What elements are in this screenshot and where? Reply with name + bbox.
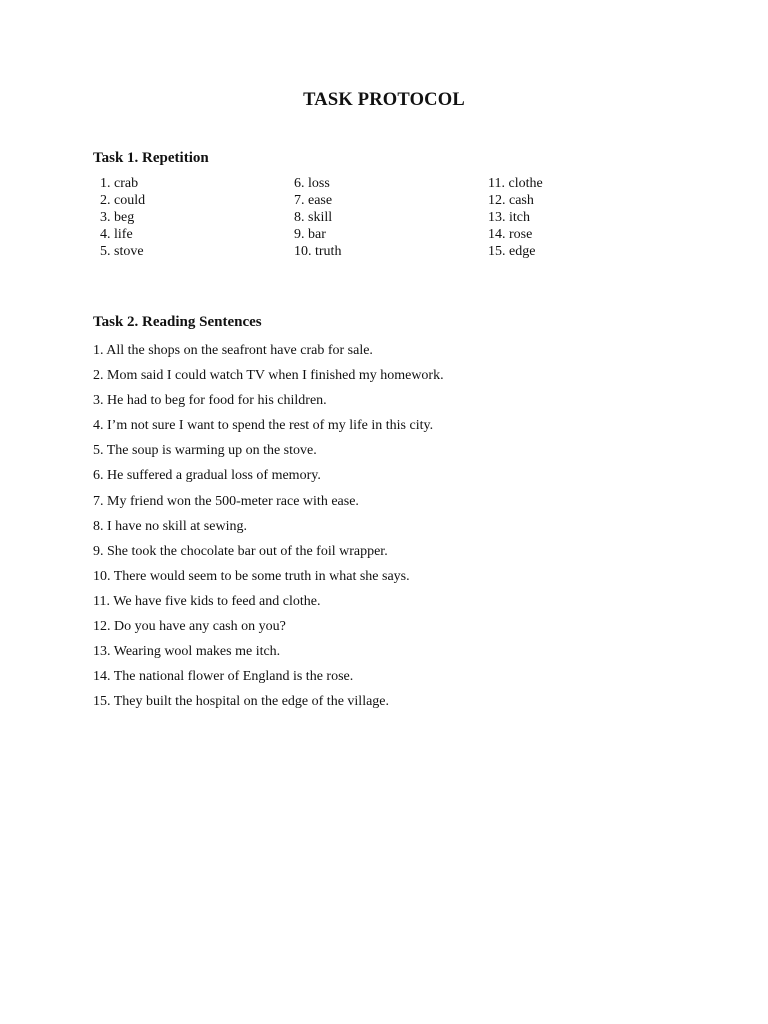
word-item: 13. itch — [488, 210, 530, 225]
page-title: TASK PROTOCOL — [303, 90, 465, 110]
word-item: 3. beg — [100, 210, 135, 225]
word-column-2 — [294, 175, 341, 260]
word-column-3 — [488, 175, 543, 260]
word-item: 5. stove — [100, 244, 144, 259]
sentence-item: 1. All the shops on the seafront have crab for sale. — [93, 343, 373, 358]
word-item: 6. loss — [294, 176, 330, 191]
word-item: 12. cash — [488, 193, 534, 208]
sentence-item: 3. He had to beg for food for his children. — [93, 393, 327, 409]
word-item: 9. bar — [294, 227, 326, 242]
task1-heading: Task 1. Repetition — [93, 150, 209, 166]
word-item: 8. skill — [294, 210, 333, 225]
sentence-item: 7. My friend won the 500-meter race with ease. — [93, 493, 359, 509]
sentence-item: 6. He suffered a gradual loss of memory. — [93, 468, 321, 484]
sentence-item: 10. There would seem to be some truth in what she says. — [93, 568, 410, 584]
sentence-list — [93, 338, 444, 714]
word-item: 14. rose — [488, 227, 533, 242]
word-item: 4. life — [100, 227, 133, 242]
sentence-item: 12. Do you have any cash on you? — [93, 619, 286, 635]
sentence-item: 11. We have five kids to feed and clothe. — [93, 593, 321, 609]
sentence-item: 9. She took the chocolate bar out of the foil wrapper. — [93, 543, 388, 559]
sentence-item: 13. Wearing wool makes me itch. — [93, 644, 281, 660]
sentence-item: 4. I’m not sure I want to spend the rest of my life in this city. — [93, 418, 434, 434]
word-item: 2. could — [100, 193, 146, 208]
word-column-1 — [100, 175, 145, 260]
sentence-item: 15. They built the hospital on the edge of the village. — [93, 694, 390, 710]
word-item: 11. clothe — [488, 176, 543, 191]
word-item: 1. crab — [100, 176, 139, 191]
sentence-item: 5. The soup is warming up on the stove. — [93, 443, 317, 459]
sentence-item: 2. Mom said I could watch TV when I finished my homework. — [93, 368, 444, 384]
sentence-item: 8. I have no skill at sewing. — [93, 518, 247, 534]
task2-heading: Task 2. Reading Sentences — [93, 314, 262, 330]
word-item: 10. truth — [294, 244, 342, 259]
word-item: 15. edge — [488, 244, 536, 259]
word-item: 7. ease — [294, 193, 333, 208]
sentence-item: 14. The national flower of England is the rose. — [93, 669, 354, 685]
